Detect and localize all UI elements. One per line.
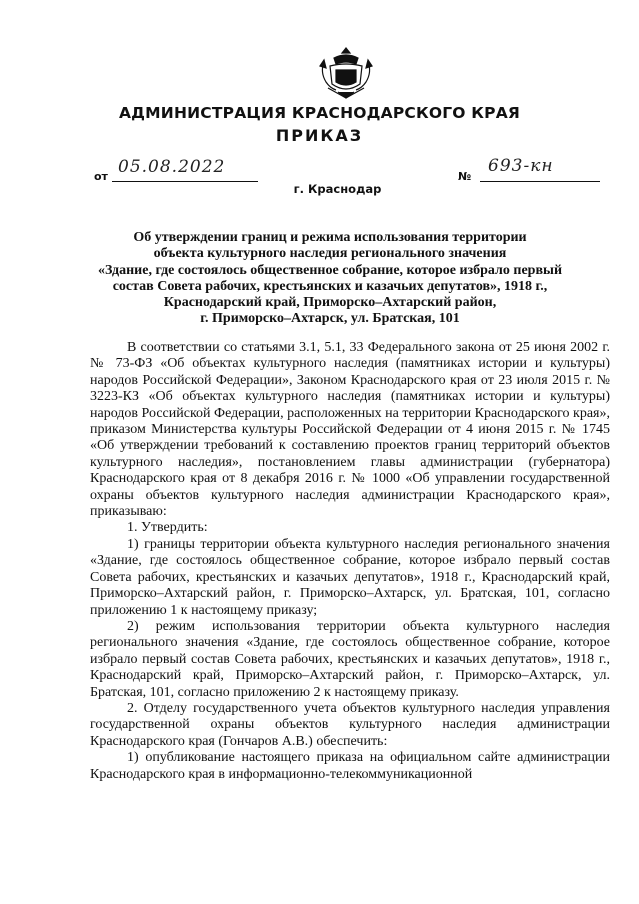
number-label: № xyxy=(458,170,472,183)
title-line: «Здание, где состоялось общественное собрание, которое избрало первый xyxy=(97,262,563,278)
title-line: состав Совета рабочих, крестьянских и казачьих депутатов», 1918 г., xyxy=(112,278,548,294)
title-line: г. Приморско–Ахтарск, ул. Братская, 101 xyxy=(200,311,460,327)
title-line: Краснодарский край, Приморско–Ахтарский район, xyxy=(163,295,497,311)
title-line: Об утверждении границ и режима использования территории xyxy=(133,230,527,245)
order-title xyxy=(90,230,570,328)
clause-1-item-1: 1) границы территории объекта культурного наследия регионального значения «Здание, где состоялось общественное собрание, которое избрало первый состав Совета рабочих, крестьянских и казачьих депутатов», 1918 г., Краснодарский край, Приморско–Ахтарский район, г. Приморско–Ахтарск, ул. Братская, 101, согласно приложению 1 к настоящему приказу; xyxy=(90,536,610,618)
handwritten-date: 05.08.2022 xyxy=(118,157,226,177)
clause-1-heading: 1. Утвердить: xyxy=(127,520,208,536)
clause-2-item-1: 1) опубликование настоящего приказа на официальном сайте администрации Краснодарского края в информационно-телекоммуникационной xyxy=(90,750,610,782)
preamble-paragraph: В соответствии со статьями 3.1, 5.1, 33 Федерального закона от 25 июня 2002 г. № 73-ФЗ «Об объектах культурного наследия (памятниках истории и культуры) народов Российской Федерации», Законом Краснодарского края от 23 июля 2015 г. № 3223-КЗ «Об объектах культурного наследия (памятниках истории и культуры) народов Российской Федерации, расположенных на территории Краснодарского края», приказом Министерства культуры Российской Федерации от 4 июня 2015 г. № 1745 «Об утверждении требований к составлению проектов границ территорий объектов культурного наследия», постановлением главы администрации (губернатора) Краснодарского края от 8 декабря 2016 г. № 1000 «Об управлении государственной охраны объектов культурного наследия администрации Краснодарского края», приказываю: xyxy=(90,340,610,520)
clause-1-item-2: 2) режим использования территории объекта культурного наследия регионального значения «Здание, где состоялось общественное собрание, которое избрало первый состав Совета рабочих, крестьянских и казачьих депутатов», 1918 г., Краснодарский край, Приморско–Ахтарский район, г. Приморско–Ахтарск, ул. Братская, 101, согласно приложению 2 к настоящему приказу. xyxy=(90,618,610,700)
agency-name: АДМИНИСТРАЦИЯ КРАСНОДАРСКОГО КРАЯ xyxy=(118,104,521,122)
handwritten-number: 693-кн xyxy=(488,156,554,176)
title-line: объекта культурного наследия регионального значения xyxy=(153,246,507,262)
krasnodar-coat-of-arms-icon xyxy=(316,44,376,102)
document-type: ПРИКАЗ xyxy=(275,126,364,145)
clause-2-heading: 2. Отделу государственного учета объектов культурного наследия управления государственной охраны объектов культурного наследия администрации Краснодарского края (Гончаров А.В.) обеспечить: xyxy=(90,700,610,749)
order-body xyxy=(90,340,610,783)
city-label: г. Краснодар xyxy=(293,182,382,196)
date-label: от xyxy=(94,170,108,183)
